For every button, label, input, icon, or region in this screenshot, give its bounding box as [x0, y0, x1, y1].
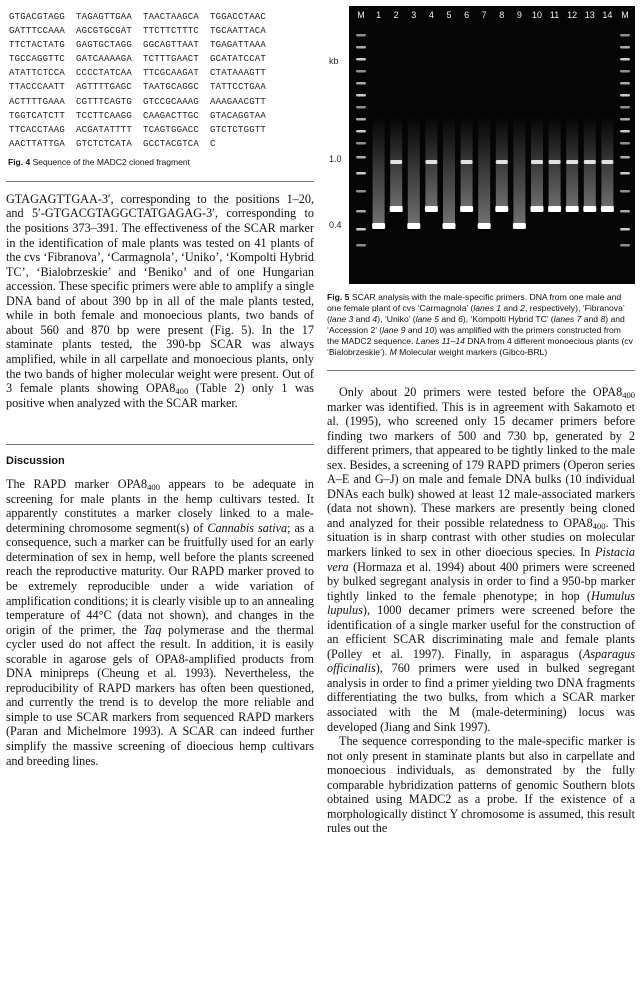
- discussion-paragraph: The RAPD marker $OPA8_{400}$ appears to be adequate in screening for male plants in the hemp cultivars tested. It apparently constitutes a marker closely linked to a male-determining chromosome segment(s) of Cannabis sativa; as a consequence, such a marker can be fruitfully used for an early determination of sex in hemp, well before the plants screened reach the reproductive maturity. Our RAPD marker proved to be extremely reproducible under a wide variation of amplification conditions; it is clearly visible up to an annealing temperature of 44°C (data not shown), and changes in the origin of the primer, the Taq polymerase and the thermal cycler used do not affect the result. In addition, it is easily scorable in agarose gels of OPA8-amplified products from DNA minipreps (Cheung et al. 1993). Nevertheless, the reproducibility of RAPD markers has often been questioned, and currently the trend is to develop the more reliable and simple to use SCAR markers from sequenced RAPD markers (Paran and Michelmore 1993). A SCAR can indeed further simplify the massive screening of dioecious hemp cultivars and breeding lines.: [6, 477, 314, 768]
- gel-lane-label: 9: [516, 10, 522, 20]
- gel-band: [513, 223, 526, 229]
- sequence-cell: TCAGTGGACC: [143, 124, 200, 135]
- gel-figure: [327, 6, 635, 284]
- gel-lane-label: 3: [411, 10, 417, 20]
- sequence-cell: TGAGATTAAA: [210, 40, 267, 51]
- gel-lane-label: 8: [499, 10, 505, 20]
- gel-band: [407, 223, 420, 229]
- gel-band: [620, 82, 630, 85]
- sequence-block: [9, 10, 314, 151]
- gel-band: [425, 206, 438, 212]
- gel-band: [356, 172, 366, 175]
- sequence-cell: GCCTACGTCA: [143, 138, 200, 149]
- gel-band: [356, 210, 366, 213]
- gel-lane-label: 4: [428, 10, 434, 20]
- gel-band: [372, 223, 385, 229]
- gel-lane-label: 14: [602, 10, 613, 20]
- gel-band: [356, 94, 366, 97]
- sequence-cell: TGGTCATCTT: [9, 110, 66, 121]
- gel-band: [356, 244, 366, 247]
- sequence-cell: TTCTACTATG: [9, 40, 66, 51]
- gel-band: [356, 106, 366, 109]
- sequence-cell: TATTCCTGAA: [210, 82, 267, 93]
- sequence-cell: GTCTCTCATA: [76, 138, 133, 149]
- gel-band: [531, 206, 544, 212]
- sequence-cell: CTATAAAGTT: [210, 68, 267, 79]
- gel-band: [356, 58, 366, 61]
- gel-band: [356, 118, 366, 121]
- sequence-cell: TCCTTCAAGG: [76, 110, 133, 121]
- gel-band: [601, 160, 613, 164]
- gel-band: [620, 130, 630, 133]
- right-paragraph-1: Only about 20 primers were tested before the $OPA8_{400}$ marker was identified. This is in agreement with Sakamoto et al. (1995), who screened only 15 decamer primers before finding two markers of 500 and 730 bp, generated by 2 different primers, that appeared to be tightly linked to the male sex. Besides, a screening of 179 RAPD primers (Operon series A–E and G–J) on male and female DNA bulks (10 individual DNAs each bulk) showed at least 12 male-associated markers (data not shown). These markers are presently being cloned and analyzed for their possible relatedness to $OPA8_{400}$. This situation is in sharp contrast with other studies on molecular markers linked to sex in other dioecious species. In Pistacia vera (Hormaza et al. 1994) about 400 primers were screened by bulked segregant analysis in order to find a 950-bp marker tightly linked to the female phenotype; in hop (Humulus lupulus), 1000 decamer primers were screened before the identification of a single marker useful for the construction of an efficient SCAR discriminating male and female plants (Polley et al. 1997). Finally, in asparagus (Asparagus officinalis), 760 primers were used in bulked segregant analysis in order to find a primer yielding two DNA fragments differentiating the two bulks, from which a SCAR marker associated with the M (male-determining) locus was developed (Jiang and Sink 1997).: [327, 385, 636, 734]
- gel-band: [496, 160, 508, 164]
- gel-smear: [513, 116, 525, 226]
- gel-band: [620, 34, 630, 37]
- fig4-caption: [8, 157, 314, 167]
- sequence-cell: TGGACCTAAC: [210, 12, 267, 22]
- gel-band: [356, 228, 366, 231]
- gel-band: [620, 118, 630, 121]
- left-column: [6, 6, 314, 768]
- sequence-cell: TTCACCTAAG: [9, 124, 66, 135]
- sequence-cell: GATTTCCAAA: [9, 26, 66, 37]
- gel-band: [356, 70, 366, 73]
- gel-band: [549, 160, 561, 164]
- right-paragraph-2: The sequence corresponding to the male-specific marker is not only present in staminate plants but also in carpellate and monoecious individuals, as demonstrated by the fully comparable hybridization patterns of genomic Southern blots obtained using MADC2 as a probe. If the existence of a morphologically distinct Y chromosome is assumed, this result rules out the: [327, 734, 635, 836]
- gel-band: [620, 210, 630, 213]
- gel-kb-unit: kb: [329, 56, 339, 66]
- gel-band: [356, 156, 366, 159]
- sequence-cell: ACGATATTTT: [76, 124, 133, 135]
- sequence-cell: GGCAGTTAAT: [143, 40, 200, 51]
- gel-band: [461, 160, 473, 164]
- right-column: [327, 6, 635, 836]
- gel-lane-label: 5: [446, 10, 452, 20]
- sequence-cell: TAGAGTTGAA: [76, 12, 133, 22]
- gel-smear: [478, 116, 490, 226]
- gel-band: [620, 228, 630, 231]
- gel-band: [356, 82, 366, 85]
- results-paragraph: GTAGAGTTGAA-3′, corresponding to the positions 1–20, and 5′-GTGACGTAGGCTATGAGAG-3′, corresponding to the positions 373–391. The effectiveness of the SCAR marker in the identification of male plants was tested on 41 plants of the cvs ‘Fibranova’, ‘Carmagnola’, ‘Uniko’, ‘Kompolti Hybrid TC’, ‘Bialobrzeskie’ and ‘Beniko’ and of one Hungarian accession. These specific primers were able to amplify a single DNA band of about 390 bp in all of the male plants tested, while in both female and monoecious plants, two bands of about 560 and 870 bp were present (Fig. 5). In the 17 staminate plants tested, the 390-bp SCAR was always amplified, while in all carpellate and monoecious plants, only the two bands of higher molecular weight were present. Out of 3 female plants showing $OPA8_{400}$ (Table 2) only 1 was positive when analyzed with the SCAR marker.: [6, 191, 314, 410]
- sequence-cell: GTCTCTGGTT: [210, 124, 267, 135]
- gel-band: [495, 206, 508, 212]
- gel-lane-label: 12: [567, 10, 578, 20]
- sequence-cell: C: [210, 138, 216, 149]
- gel-band: [620, 142, 630, 145]
- sequence-cell: TCTTTGAACT: [143, 54, 200, 65]
- gel-band: [356, 46, 366, 49]
- gel-band: [620, 190, 630, 193]
- gel-band: [548, 206, 561, 212]
- gel-band: [566, 160, 578, 164]
- gel-band: [583, 206, 596, 212]
- gel-band: [620, 46, 630, 49]
- gel-lane-label: 2: [393, 10, 399, 20]
- gel-band: [460, 206, 473, 212]
- gel-bands: [349, 6, 635, 284]
- sequence-cell: ATATTCTCCA: [9, 68, 66, 79]
- sequence-cell: TTCTTCTTTC: [143, 26, 200, 37]
- sequence-cell: GTACAGGTAA: [210, 110, 267, 121]
- sequence-cell: CAAGACTTGC: [143, 110, 200, 121]
- gel-band: [620, 172, 630, 175]
- sequence-cell: AGTTTTGAGC: [76, 82, 133, 93]
- fig5-divider: [327, 370, 635, 371]
- gel-band: [425, 160, 437, 164]
- discussion-heading: Discussion: [6, 455, 65, 468]
- fig4-caption-text: Sequence of the MADC2 cloned fragment: [30, 156, 190, 167]
- sequence-cell: TAACTAAGCA: [143, 12, 200, 22]
- gel-band: [601, 206, 614, 212]
- sequence-cell: CCCCTATCAA: [76, 68, 133, 79]
- gel-band: [478, 223, 491, 229]
- gel-band: [531, 160, 543, 164]
- sequence-cell: AAAGAACGTT: [210, 96, 267, 107]
- gel-band: [584, 160, 596, 164]
- gel-band: [620, 244, 630, 247]
- sequence-cell: TGCCAGGTTC: [9, 54, 66, 65]
- gel-lane-label: 10: [531, 10, 542, 20]
- gel-band: [443, 223, 456, 229]
- gel-band: [356, 142, 366, 145]
- gel-tick-0-4: 0.4: [329, 220, 342, 230]
- gel-band: [620, 156, 630, 159]
- sequence-cell: TTCGCAAGAT: [143, 68, 200, 79]
- sequence-cell: AACTTATTGA: [9, 138, 66, 149]
- gel-band: [390, 160, 402, 164]
- fig4-caption-label: Fig. 4: [8, 156, 31, 167]
- gel-band: [620, 58, 630, 61]
- gel-band: [356, 130, 366, 133]
- gel-lane-label: 7: [481, 10, 487, 20]
- gel-band: [620, 70, 630, 73]
- gel-band: [356, 34, 366, 37]
- gel-band: [356, 190, 366, 193]
- sequence-cell: ACTTTTGAAA: [9, 96, 66, 107]
- sequence-cell: AGCGTGCGAT: [76, 26, 133, 37]
- sequence-cell: GTGACGTAGG: [9, 12, 66, 22]
- sequence-cell: GATCAAAAGA: [76, 54, 133, 65]
- gel-lane-label: 6: [464, 10, 470, 20]
- section-divider: [6, 444, 314, 445]
- gel-lane-label: 11: [549, 10, 560, 20]
- gel-smear: [373, 116, 385, 226]
- sequence-cell: TTACCCAATT: [9, 82, 66, 93]
- gel-tick-1-0: 1.0: [329, 154, 342, 164]
- gel-band: [390, 206, 403, 212]
- gel-band: [620, 106, 630, 109]
- gel-lane-label: 13: [584, 10, 595, 20]
- fig5-caption: Fig. 5 SCAR analysis with the male-specific primers. DNA from one male and one female plant of cvs ‘Carmagnola’ (lanes 1 and 2, respectively), ‘Fibranova’ (lane 3 and 4), ‘Uniko’ (lane 5 and 6), ‘Kompolti Hybrid TC’ (lanes 7 and 8) and ‘Accession 2’ (lane 9 and 10) was amplified with the primers constructed from the MADC2 sequence. Lanes 11–14 DNA from 4 different monoecious plants (cv ‘Bialobrzeskie’). M Molecular weight markers (Gibco-BRL): [327, 292, 633, 357]
- gel-band: [620, 94, 630, 97]
- sequence-cell: GCATATCCAT: [210, 54, 267, 65]
- gel-lane-label: M: [621, 10, 629, 20]
- gel-image: [349, 6, 635, 284]
- fig4-divider: [6, 181, 314, 182]
- gel-band: [566, 206, 579, 212]
- sequence-cell: TAATGCAGGC: [143, 82, 200, 93]
- sequence-cell: GAGTGCTAGG: [76, 40, 133, 51]
- sequence-cell: TGCAATTACA: [210, 26, 267, 37]
- gel-smear: [443, 116, 455, 226]
- gel-lane-label: M: [357, 10, 365, 20]
- sequence-cell: GTCCGCAAAG: [143, 96, 200, 107]
- gel-lane-label: 1: [376, 10, 382, 20]
- sequence-cell: CGTTTCAGTG: [76, 96, 133, 107]
- gel-smear: [408, 116, 420, 226]
